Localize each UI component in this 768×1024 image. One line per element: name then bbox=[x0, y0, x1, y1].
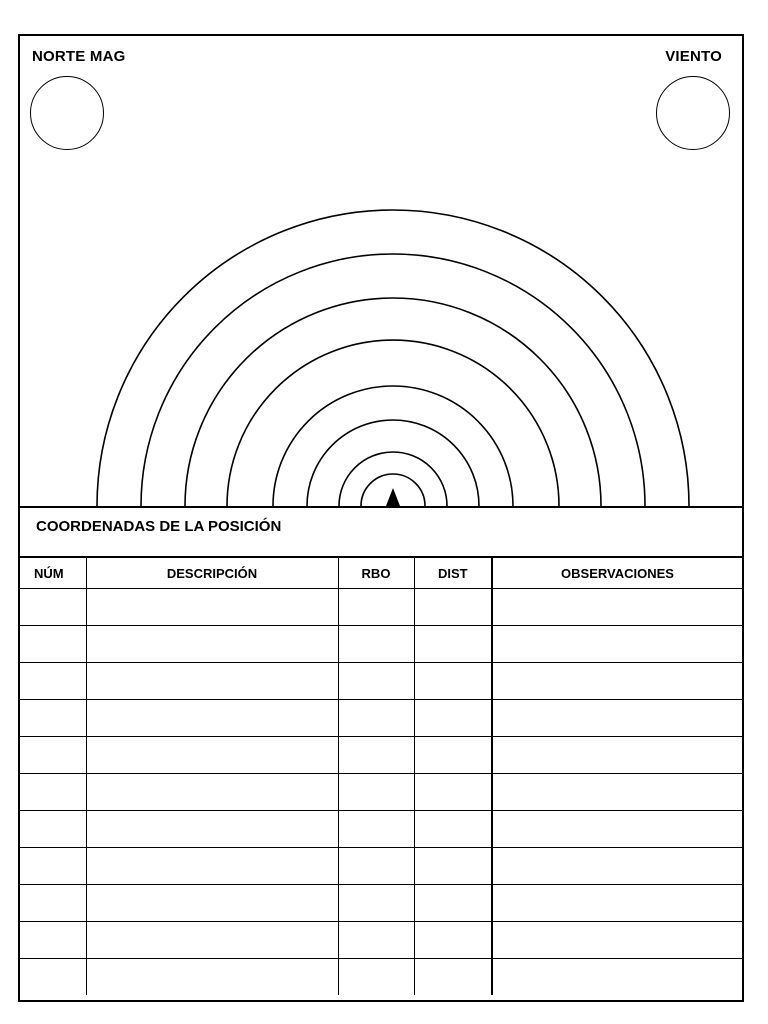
description-cell[interactable] bbox=[86, 700, 338, 737]
num-cell[interactable] bbox=[20, 626, 86, 663]
table-row bbox=[20, 737, 742, 774]
observations-cell[interactable] bbox=[492, 774, 742, 811]
column-header-observations: OBSERVACIONES bbox=[492, 557, 742, 589]
bearing-cell[interactable] bbox=[338, 774, 414, 811]
table-header-row bbox=[20, 557, 742, 589]
position-coordinates-row[interactable] bbox=[20, 506, 742, 558]
distance-cell[interactable] bbox=[414, 959, 492, 996]
table-body bbox=[20, 589, 742, 996]
description-cell[interactable] bbox=[86, 885, 338, 922]
distance-cell[interactable] bbox=[414, 848, 492, 885]
num-cell[interactable] bbox=[20, 811, 86, 848]
bearing-cell[interactable] bbox=[338, 922, 414, 959]
range-arc-7 bbox=[141, 254, 645, 506]
table-row bbox=[20, 663, 742, 700]
table-row bbox=[20, 885, 742, 922]
table-row bbox=[20, 774, 742, 811]
num-cell[interactable] bbox=[20, 737, 86, 774]
table-row bbox=[20, 589, 742, 626]
bearing-cell[interactable] bbox=[338, 959, 414, 996]
observations-cell[interactable] bbox=[492, 811, 742, 848]
observations-cell[interactable] bbox=[492, 626, 742, 663]
observations-cell[interactable] bbox=[492, 885, 742, 922]
observations-cell[interactable] bbox=[492, 589, 742, 626]
description-cell[interactable] bbox=[86, 737, 338, 774]
num-cell[interactable] bbox=[20, 700, 86, 737]
description-cell[interactable] bbox=[86, 663, 338, 700]
distance-cell[interactable] bbox=[414, 663, 492, 700]
observations-cell[interactable] bbox=[492, 848, 742, 885]
table-row bbox=[20, 922, 742, 959]
observations-table bbox=[20, 556, 742, 995]
bearing-cell[interactable] bbox=[338, 848, 414, 885]
observer-position-marker bbox=[386, 488, 400, 506]
description-cell[interactable] bbox=[86, 811, 338, 848]
description-cell[interactable] bbox=[86, 959, 338, 996]
bearing-cell[interactable] bbox=[338, 811, 414, 848]
observations-cell[interactable] bbox=[492, 959, 742, 996]
bearing-cell[interactable] bbox=[338, 700, 414, 737]
observations-cell[interactable] bbox=[492, 737, 742, 774]
table-row bbox=[20, 811, 742, 848]
num-cell[interactable] bbox=[20, 885, 86, 922]
wind-label: VIENTO bbox=[665, 48, 722, 65]
bearing-cell[interactable] bbox=[338, 626, 414, 663]
column-header-num: NÚM bbox=[20, 557, 86, 589]
num-cell[interactable] bbox=[20, 774, 86, 811]
bearing-cell[interactable] bbox=[338, 737, 414, 774]
distance-cell[interactable] bbox=[414, 774, 492, 811]
table-row bbox=[20, 959, 742, 996]
num-cell[interactable] bbox=[20, 848, 86, 885]
sketch-form bbox=[18, 34, 744, 1002]
observations-cell[interactable] bbox=[492, 700, 742, 737]
observations-cell[interactable] bbox=[492, 922, 742, 959]
observations-cell[interactable] bbox=[492, 663, 742, 700]
distance-cell[interactable] bbox=[414, 885, 492, 922]
description-cell[interactable] bbox=[86, 922, 338, 959]
column-header-distance: DIST bbox=[414, 557, 492, 589]
bearing-cell[interactable] bbox=[338, 885, 414, 922]
description-cell[interactable] bbox=[86, 848, 338, 885]
num-cell[interactable] bbox=[20, 589, 86, 626]
num-cell[interactable] bbox=[20, 959, 86, 996]
column-header-bearing: RBO bbox=[338, 557, 414, 589]
num-cell[interactable] bbox=[20, 922, 86, 959]
table-row bbox=[20, 848, 742, 885]
distance-cell[interactable] bbox=[414, 700, 492, 737]
range-arc-5 bbox=[227, 340, 559, 506]
distance-cell[interactable] bbox=[414, 626, 492, 663]
position-coordinates-label: COORDENADAS DE LA POSICIÓN bbox=[36, 518, 282, 535]
column-header-description: DESCRIPCIÓN bbox=[86, 557, 338, 589]
magnetic-north-label: NORTE MAG bbox=[32, 48, 126, 65]
num-cell[interactable] bbox=[20, 663, 86, 700]
bearing-cell[interactable] bbox=[338, 663, 414, 700]
distance-cell[interactable] bbox=[414, 811, 492, 848]
distance-cell[interactable] bbox=[414, 737, 492, 774]
range-arcs bbox=[20, 136, 742, 508]
table-row bbox=[20, 700, 742, 737]
description-cell[interactable] bbox=[86, 774, 338, 811]
bearing-cell[interactable] bbox=[338, 589, 414, 626]
description-cell[interactable] bbox=[86, 626, 338, 663]
distance-cell[interactable] bbox=[414, 922, 492, 959]
description-cell[interactable] bbox=[86, 589, 338, 626]
distance-cell[interactable] bbox=[414, 589, 492, 626]
table-row bbox=[20, 626, 742, 663]
